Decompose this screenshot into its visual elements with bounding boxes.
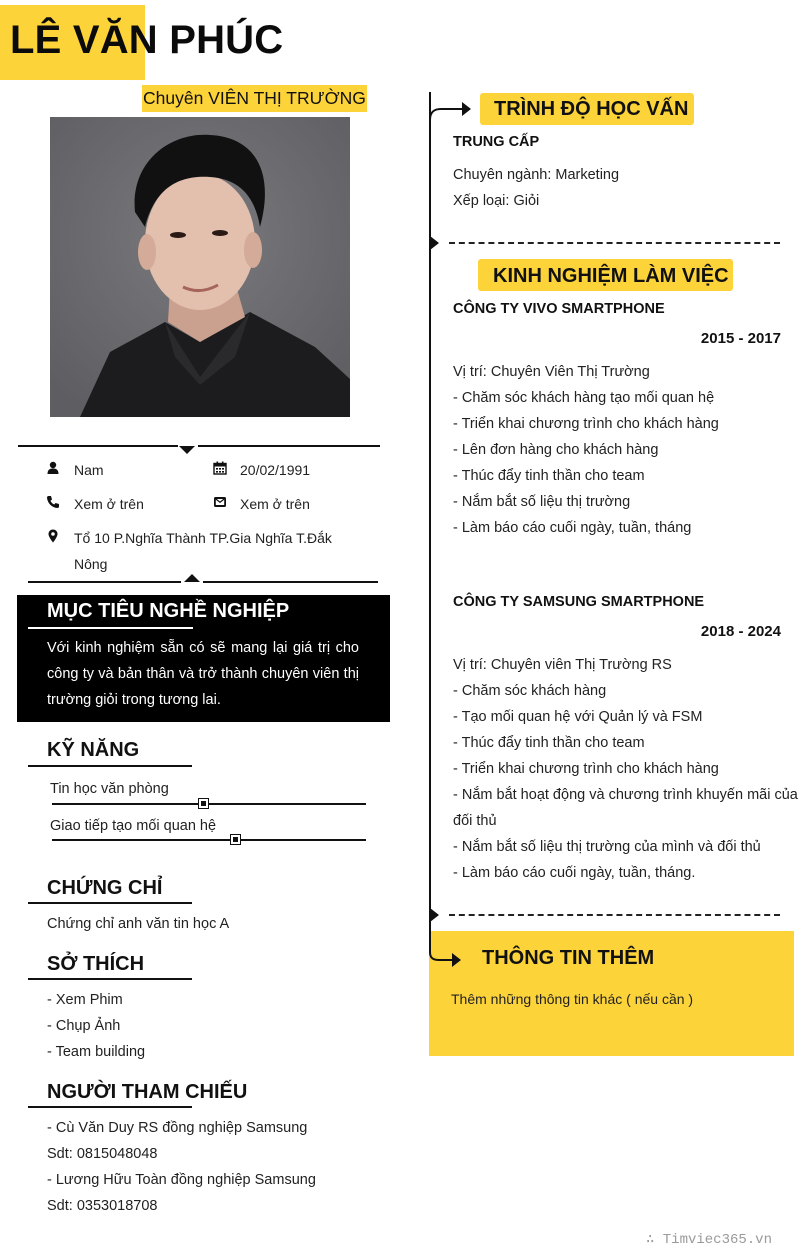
- job-line: - Thúc đẩy tinh thần cho team: [453, 468, 645, 484]
- job-line: - Làm báo cáo cuối ngày, tuần, tháng: [453, 520, 692, 536]
- map-marker-icon: [46, 529, 60, 543]
- hobby-item: - Team building: [47, 1044, 146, 1060]
- user-icon: [46, 461, 60, 475]
- references-title-underline: [28, 1106, 192, 1108]
- company-name: CÔNG TY SAMSUNG SMARTPHONE: [453, 594, 705, 610]
- watermark: ∴ Timviec365.vn: [645, 1232, 772, 1248]
- birthday-value: 20/02/1991: [240, 462, 311, 478]
- caret-down-icon: [179, 446, 195, 454]
- divider-bottom-right: [203, 581, 378, 583]
- profile-photo: [50, 117, 350, 417]
- timeline-marker-icon: [430, 908, 439, 922]
- divider-bottom-left: [28, 581, 181, 583]
- skill-level-marker: [230, 834, 241, 845]
- job-line: - Triển khai chương trình cho khách hàng: [453, 761, 719, 777]
- objective-title: MỤC TIÊU NGHỀ NGHIỆP: [47, 600, 290, 622]
- job-line: đối thủ: [453, 813, 497, 829]
- timeline-line: [429, 92, 431, 932]
- address-line-2: Nông: [74, 556, 108, 572]
- section-divider: [449, 242, 780, 244]
- hobbies-title: SỞ THÍCH: [47, 953, 145, 975]
- calendar-icon: [213, 461, 227, 475]
- job-title: Chuyên VIÊN THỊ TRƯỜNG: [142, 85, 367, 112]
- skill-name: Tin học văn phòng: [50, 781, 169, 797]
- section-divider: [449, 914, 780, 916]
- hobby-item: - Chụp Ảnh: [47, 1018, 121, 1034]
- company-name: CÔNG TY VIVO SMARTPHONE: [453, 301, 665, 317]
- candidate-name: LÊ VĂN PHÚC: [10, 18, 284, 62]
- education-rank: Xếp loại: Giỏi: [453, 193, 540, 209]
- skill-track: [52, 803, 366, 805]
- job-line: - Triển khai chương trình cho khách hàng: [453, 416, 719, 432]
- job-years: 2018 - 2024: [700, 623, 781, 640]
- skill-track: [52, 839, 366, 841]
- job-line: - Lên đơn hàng cho khách hàng: [453, 442, 659, 458]
- job-line: - Thúc đẩy tinh thần cho team: [453, 735, 645, 751]
- education-level: TRUNG CẤP: [453, 134, 540, 150]
- extra-info-text: Thêm những thông tin khác ( nếu cần ): [451, 991, 694, 1007]
- objective-title-underline: [28, 627, 193, 629]
- objective-text: Với kinh nghiệm sẵn có sẽ mang lại giá trị cho công ty và bản thân và trở thành chuyên viên thị trường giỏi trong tương lai.: [47, 640, 359, 708]
- job-line: Vị trí: Chuyên viên Thị Trường RS: [453, 657, 672, 673]
- education-title: TRÌNH ĐỘ HỌC VẤN: [494, 98, 689, 120]
- timeline-marker-icon: [430, 236, 439, 250]
- skill-level-marker: [198, 798, 209, 809]
- reference-line: - Cù Văn Duy RS đồng nghiệp Samsung: [47, 1120, 308, 1136]
- arrow-right-icon: [429, 930, 463, 972]
- reference-line: Sdt: 0353018708: [47, 1198, 158, 1214]
- job-line: - Làm báo cáo cuối ngày, tuần, tháng.: [453, 865, 696, 881]
- job-line: - Chăm sóc khách hàng: [453, 683, 607, 699]
- phone-value: Xem ở trên: [74, 496, 144, 512]
- extra-info-title: THÔNG TIN THÊM: [482, 947, 655, 969]
- job-years: 2015 - 2017: [700, 330, 781, 347]
- reference-line: - Lương Hữu Toàn đồng nghiệp Samsung: [47, 1172, 316, 1188]
- address-line-1: Tổ 10 P.Nghĩa Thành TP.Gia Nghĩa T.Đắk: [74, 530, 332, 546]
- hobbies-title-underline: [28, 978, 192, 980]
- skills-title: KỸ NĂNG: [47, 739, 140, 761]
- divider-top-right: [198, 445, 380, 447]
- education-major: Chuyên ngành: Marketing: [453, 167, 620, 183]
- divider-top-left: [18, 445, 178, 447]
- certificates-title-underline: [28, 902, 192, 904]
- envelope-icon: [213, 495, 227, 509]
- job-line: - Tạo mối quan hệ với Quản lý và FSM: [453, 709, 703, 725]
- hobby-item: - Xem Phim: [47, 992, 123, 1008]
- arrow-right-icon: [429, 99, 473, 121]
- references-title: NGƯỜI THAM CHIẾU: [47, 1081, 248, 1103]
- email-value: Xem ở trên: [240, 496, 310, 512]
- reference-line: Sdt: 0815048048: [47, 1146, 158, 1162]
- experience-title: KINH NGHIỆM LÀM VIỆC: [493, 265, 729, 287]
- gender-value: Nam: [74, 462, 104, 478]
- job-line: - Nắm bắt số liệu thị trường của mình và đối thủ: [453, 839, 761, 855]
- job-line: - Nắm bắt hoạt động và chương trình khuyến mãi của: [453, 787, 798, 803]
- certificates-title: CHỨNG CHỈ: [47, 877, 163, 899]
- job-line: - Nắm bắt số liệu thị trường: [453, 494, 631, 510]
- caret-up-icon: [184, 574, 200, 582]
- certificate-item: Chứng chỉ anh văn tin học A: [47, 916, 230, 932]
- skills-title-underline: [28, 765, 192, 767]
- job-line: - Chăm sóc khách hàng tạo mối quan hệ: [453, 390, 715, 406]
- phone-icon: [46, 495, 60, 509]
- job-line: Vị trí: Chuyên Viên Thị Trường: [453, 364, 650, 380]
- skill-name: Giao tiếp tạo mối quan hệ: [50, 818, 217, 834]
